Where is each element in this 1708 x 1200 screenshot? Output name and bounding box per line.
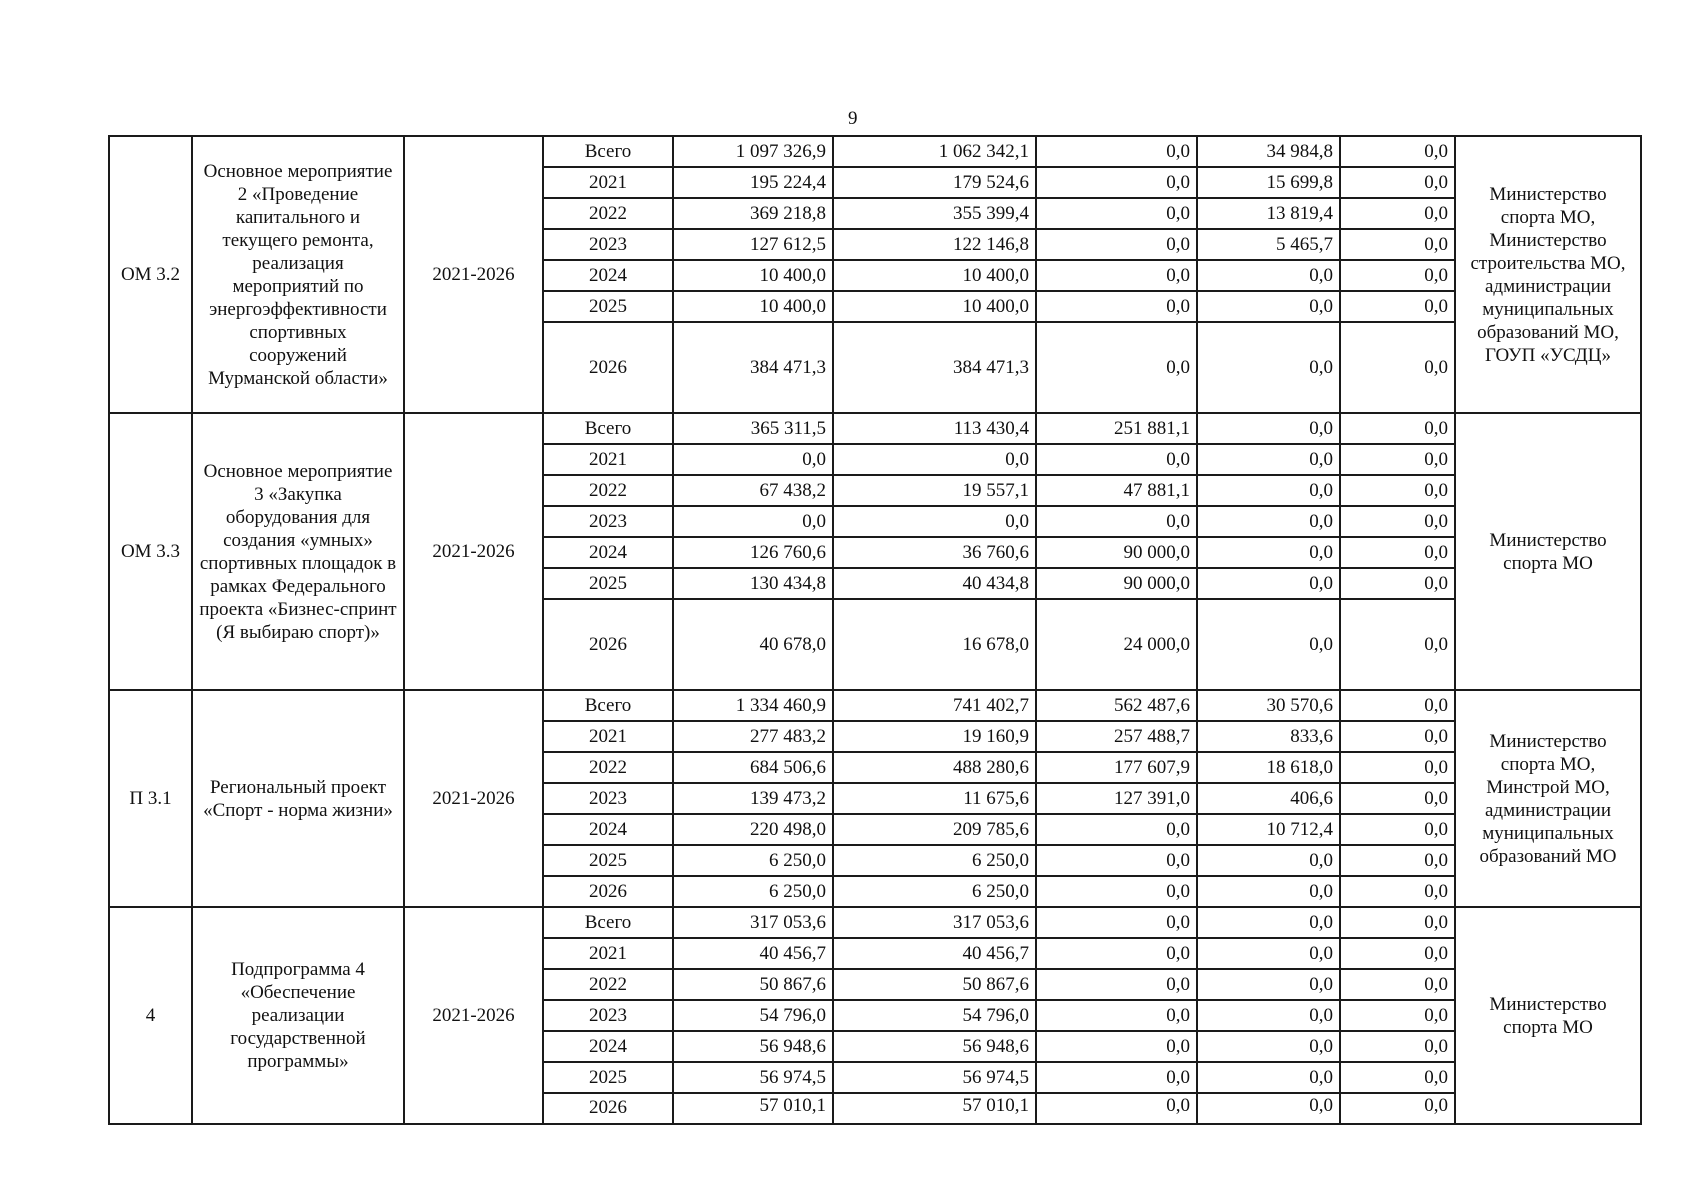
regional-budget-cell: 209 785,6 bbox=[833, 814, 1036, 845]
federal-budget-cell: 0,0 bbox=[1036, 1031, 1197, 1062]
federal-budget-cell: 0,0 bbox=[1036, 814, 1197, 845]
federal-budget-cell: 90 000,0 bbox=[1036, 537, 1197, 568]
local-budget-cell: 0,0 bbox=[1197, 907, 1340, 938]
table-row bbox=[109, 413, 1641, 444]
other-sources-cell: 0,0 bbox=[1340, 291, 1455, 322]
local-budget-cell: 10 712,4 bbox=[1197, 814, 1340, 845]
executors-cell: Министерство спорта МО, Министерство строительства МО, администрации муниципальных образований МО, ГОУП «УСДЦ» bbox=[1455, 136, 1641, 413]
regional-budget-cell: 54 796,0 bbox=[833, 1000, 1036, 1031]
year-cell: 2024 bbox=[543, 260, 673, 291]
federal-budget-cell: 47 881,1 bbox=[1036, 475, 1197, 506]
total-amount-cell: 317 053,6 bbox=[673, 907, 833, 938]
local-budget-cell: 15 699,8 bbox=[1197, 167, 1340, 198]
local-budget-cell: 0,0 bbox=[1197, 475, 1340, 506]
other-sources-cell: 0,0 bbox=[1340, 721, 1455, 752]
year-cell: 2022 bbox=[543, 475, 673, 506]
federal-budget-cell: 0,0 bbox=[1036, 506, 1197, 537]
year-cell: 2023 bbox=[543, 783, 673, 814]
section-name-cell: Региональный проект «Спорт - норма жизни» bbox=[192, 690, 404, 907]
page-number: 9 bbox=[848, 108, 858, 129]
federal-budget-cell: 177 607,9 bbox=[1036, 752, 1197, 783]
year-cell: Всего bbox=[543, 136, 673, 167]
year-cell: 2024 bbox=[543, 814, 673, 845]
executors-cell: Министерство спорта МО bbox=[1455, 413, 1641, 690]
budget-table-body bbox=[109, 136, 1641, 1124]
regional-budget-cell: 6 250,0 bbox=[833, 845, 1036, 876]
federal-budget-cell: 0,0 bbox=[1036, 167, 1197, 198]
total-amount-cell: 139 473,2 bbox=[673, 783, 833, 814]
year-cell: 2021 bbox=[543, 444, 673, 475]
local-budget-cell: 0,0 bbox=[1197, 260, 1340, 291]
section-name-cell: Основное мероприятие 2 «Проведение капитального и текущего ремонта, реализация мероприятий по энергоэффективности спортивных сооружений Мурманской области» bbox=[192, 136, 404, 413]
other-sources-cell: 0,0 bbox=[1340, 783, 1455, 814]
other-sources-cell: 0,0 bbox=[1340, 568, 1455, 599]
regional-budget-cell: 40 456,7 bbox=[833, 938, 1036, 969]
regional-budget-cell: 19 160,9 bbox=[833, 721, 1036, 752]
year-cell: 2026 bbox=[543, 599, 673, 690]
federal-budget-cell: 0,0 bbox=[1036, 444, 1197, 475]
year-cell: Всего bbox=[543, 413, 673, 444]
year-cell: 2025 bbox=[543, 1062, 673, 1093]
other-sources-cell: 0,0 bbox=[1340, 1000, 1455, 1031]
year-cell: 2023 bbox=[543, 506, 673, 537]
regional-budget-cell: 355 399,4 bbox=[833, 198, 1036, 229]
local-budget-cell: 0,0 bbox=[1197, 291, 1340, 322]
year-cell: 2021 bbox=[543, 938, 673, 969]
year-cell: 2025 bbox=[543, 291, 673, 322]
federal-budget-cell: 0,0 bbox=[1036, 938, 1197, 969]
total-amount-cell: 130 434,8 bbox=[673, 568, 833, 599]
other-sources-cell: 0,0 bbox=[1340, 1031, 1455, 1062]
local-budget-cell: 0,0 bbox=[1197, 938, 1340, 969]
implementation-period-cell: 2021-2026 bbox=[404, 690, 543, 907]
federal-budget-cell: 257 488,7 bbox=[1036, 721, 1197, 752]
federal-budget-cell: 0,0 bbox=[1036, 1000, 1197, 1031]
federal-budget-cell: 562 487,6 bbox=[1036, 690, 1197, 721]
federal-budget-cell: 0,0 bbox=[1036, 876, 1197, 907]
local-budget-cell: 5 465,7 bbox=[1197, 229, 1340, 260]
federal-budget-cell: 0,0 bbox=[1036, 907, 1197, 938]
regional-budget-cell: 19 557,1 bbox=[833, 475, 1036, 506]
other-sources-cell: 0,0 bbox=[1340, 814, 1455, 845]
total-amount-cell: 40 456,7 bbox=[673, 938, 833, 969]
section-code-cell: 4 bbox=[109, 907, 192, 1124]
local-budget-cell: 30 570,6 bbox=[1197, 690, 1340, 721]
regional-budget-cell: 56 974,5 bbox=[833, 1062, 1036, 1093]
federal-budget-cell: 0,0 bbox=[1036, 845, 1197, 876]
federal-budget-cell: 127 391,0 bbox=[1036, 783, 1197, 814]
year-cell: 2025 bbox=[543, 568, 673, 599]
federal-budget-cell: 0,0 bbox=[1036, 260, 1197, 291]
local-budget-cell: 0,0 bbox=[1197, 444, 1340, 475]
regional-budget-cell: 122 146,8 bbox=[833, 229, 1036, 260]
total-amount-cell: 1 097 326,9 bbox=[673, 136, 833, 167]
total-amount-cell: 1 334 460,9 bbox=[673, 690, 833, 721]
total-amount-cell: 54 796,0 bbox=[673, 1000, 833, 1031]
regional-budget-cell: 1 062 342,1 bbox=[833, 136, 1036, 167]
federal-budget-cell: 0,0 bbox=[1036, 198, 1197, 229]
year-cell: 2022 bbox=[543, 969, 673, 1000]
regional-budget-cell: 56 948,6 bbox=[833, 1031, 1036, 1062]
total-amount-cell: 10 400,0 bbox=[673, 260, 833, 291]
section-name-cell: Основное мероприятие 3 «Закупка оборудования для создания «умных» спортивных площадок в рамках Федерального проекта «Бизнес-спринт (Я выбираю спорт)» bbox=[192, 413, 404, 690]
total-amount-cell: 220 498,0 bbox=[673, 814, 833, 845]
year-cell: Всего bbox=[543, 690, 673, 721]
other-sources-cell: 0,0 bbox=[1340, 260, 1455, 291]
other-sources-cell: 0,0 bbox=[1340, 537, 1455, 568]
local-budget-cell: 0,0 bbox=[1197, 845, 1340, 876]
other-sources-cell: 0,0 bbox=[1340, 167, 1455, 198]
table-row bbox=[109, 907, 1641, 938]
section-code-cell: П 3.1 bbox=[109, 690, 192, 907]
federal-budget-cell: 0,0 bbox=[1036, 322, 1197, 413]
table-row bbox=[109, 136, 1641, 167]
executors-cell: Министерство спорта МО bbox=[1455, 907, 1641, 1124]
implementation-period-cell: 2021-2026 bbox=[404, 413, 543, 690]
regional-budget-cell: 488 280,6 bbox=[833, 752, 1036, 783]
regional-budget-cell: 10 400,0 bbox=[833, 260, 1036, 291]
federal-budget-cell: 0,0 bbox=[1036, 229, 1197, 260]
total-amount-cell: 384 471,3 bbox=[673, 322, 833, 413]
federal-budget-cell: 251 881,1 bbox=[1036, 413, 1197, 444]
other-sources-cell: 0,0 bbox=[1340, 876, 1455, 907]
regional-budget-cell: 40 434,8 bbox=[833, 568, 1036, 599]
local-budget-cell: 0,0 bbox=[1197, 322, 1340, 413]
year-cell: 2021 bbox=[543, 167, 673, 198]
other-sources-cell: 0,0 bbox=[1340, 938, 1455, 969]
local-budget-cell: 0,0 bbox=[1197, 1031, 1340, 1062]
regional-budget-cell: 57 010,1 bbox=[833, 1093, 1036, 1124]
regional-budget-cell: 50 867,6 bbox=[833, 969, 1036, 1000]
year-cell: 2021 bbox=[543, 721, 673, 752]
year-cell: 2026 bbox=[543, 322, 673, 413]
regional-budget-cell: 741 402,7 bbox=[833, 690, 1036, 721]
year-cell: 2024 bbox=[543, 1031, 673, 1062]
local-budget-cell: 0,0 bbox=[1197, 1093, 1340, 1124]
total-amount-cell: 57 010,1 bbox=[673, 1093, 833, 1124]
regional-budget-cell: 16 678,0 bbox=[833, 599, 1036, 690]
total-amount-cell: 369 218,8 bbox=[673, 198, 833, 229]
total-amount-cell: 0,0 bbox=[673, 506, 833, 537]
federal-budget-cell: 24 000,0 bbox=[1036, 599, 1197, 690]
other-sources-cell: 0,0 bbox=[1340, 690, 1455, 721]
regional-budget-cell: 317 053,6 bbox=[833, 907, 1036, 938]
local-budget-cell: 406,6 bbox=[1197, 783, 1340, 814]
regional-budget-cell: 0,0 bbox=[833, 506, 1036, 537]
federal-budget-cell: 0,0 bbox=[1036, 969, 1197, 1000]
regional-budget-cell: 10 400,0 bbox=[833, 291, 1036, 322]
total-amount-cell: 365 311,5 bbox=[673, 413, 833, 444]
total-amount-cell: 6 250,0 bbox=[673, 876, 833, 907]
other-sources-cell: 0,0 bbox=[1340, 198, 1455, 229]
local-budget-cell: 0,0 bbox=[1197, 599, 1340, 690]
other-sources-cell: 0,0 bbox=[1340, 506, 1455, 537]
implementation-period-cell: 2021-2026 bbox=[404, 136, 543, 413]
year-cell: 2025 bbox=[543, 845, 673, 876]
local-budget-cell: 0,0 bbox=[1197, 1062, 1340, 1093]
section-code-cell: ОМ 3.3 bbox=[109, 413, 192, 690]
local-budget-cell: 0,0 bbox=[1197, 413, 1340, 444]
local-budget-cell: 0,0 bbox=[1197, 537, 1340, 568]
total-amount-cell: 56 974,5 bbox=[673, 1062, 833, 1093]
federal-budget-cell: 90 000,0 bbox=[1036, 568, 1197, 599]
regional-budget-cell: 179 524,6 bbox=[833, 167, 1036, 198]
other-sources-cell: 0,0 bbox=[1340, 229, 1455, 260]
total-amount-cell: 10 400,0 bbox=[673, 291, 833, 322]
budget-table bbox=[108, 135, 1642, 1125]
federal-budget-cell: 0,0 bbox=[1036, 136, 1197, 167]
total-amount-cell: 126 760,6 bbox=[673, 537, 833, 568]
total-amount-cell: 67 438,2 bbox=[673, 475, 833, 506]
total-amount-cell: 195 224,4 bbox=[673, 167, 833, 198]
other-sources-cell: 0,0 bbox=[1340, 475, 1455, 506]
total-amount-cell: 40 678,0 bbox=[673, 599, 833, 690]
total-amount-cell: 56 948,6 bbox=[673, 1031, 833, 1062]
implementation-period-cell: 2021-2026 bbox=[404, 907, 543, 1124]
regional-budget-cell: 11 675,6 bbox=[833, 783, 1036, 814]
other-sources-cell: 0,0 bbox=[1340, 322, 1455, 413]
other-sources-cell: 0,0 bbox=[1340, 136, 1455, 167]
section-name-cell: Подпрограмма 4 «Обеспечение реализации государственной программы» bbox=[192, 907, 404, 1124]
local-budget-cell: 0,0 bbox=[1197, 568, 1340, 599]
other-sources-cell: 0,0 bbox=[1340, 599, 1455, 690]
local-budget-cell: 34 984,8 bbox=[1197, 136, 1340, 167]
federal-budget-cell: 0,0 bbox=[1036, 291, 1197, 322]
federal-budget-cell: 0,0 bbox=[1036, 1062, 1197, 1093]
other-sources-cell: 0,0 bbox=[1340, 969, 1455, 1000]
regional-budget-cell: 6 250,0 bbox=[833, 876, 1036, 907]
total-amount-cell: 50 867,6 bbox=[673, 969, 833, 1000]
federal-budget-cell: 0,0 bbox=[1036, 1093, 1197, 1124]
year-cell: 2022 bbox=[543, 752, 673, 783]
total-amount-cell: 684 506,6 bbox=[673, 752, 833, 783]
executors-cell: Министерство спорта МО, Минстрой МО, администрации муниципальных образований МО bbox=[1455, 690, 1641, 907]
section-code-cell: ОМ 3.2 bbox=[109, 136, 192, 413]
table-row bbox=[109, 690, 1641, 721]
local-budget-cell: 13 819,4 bbox=[1197, 198, 1340, 229]
other-sources-cell: 0,0 bbox=[1340, 845, 1455, 876]
local-budget-cell: 0,0 bbox=[1197, 969, 1340, 1000]
year-cell: 2023 bbox=[543, 1000, 673, 1031]
total-amount-cell: 127 612,5 bbox=[673, 229, 833, 260]
total-amount-cell: 0,0 bbox=[673, 444, 833, 475]
local-budget-cell: 0,0 bbox=[1197, 1000, 1340, 1031]
other-sources-cell: 0,0 bbox=[1340, 752, 1455, 783]
regional-budget-cell: 0,0 bbox=[833, 444, 1036, 475]
year-cell: 2026 bbox=[543, 1093, 673, 1124]
local-budget-cell: 0,0 bbox=[1197, 506, 1340, 537]
local-budget-cell: 833,6 bbox=[1197, 721, 1340, 752]
regional-budget-cell: 384 471,3 bbox=[833, 322, 1036, 413]
regional-budget-cell: 36 760,6 bbox=[833, 537, 1036, 568]
other-sources-cell: 0,0 bbox=[1340, 1093, 1455, 1124]
other-sources-cell: 0,0 bbox=[1340, 413, 1455, 444]
total-amount-cell: 6 250,0 bbox=[673, 845, 833, 876]
year-cell: 2022 bbox=[543, 198, 673, 229]
regional-budget-cell: 113 430,4 bbox=[833, 413, 1036, 444]
other-sources-cell: 0,0 bbox=[1340, 907, 1455, 938]
year-cell: 2026 bbox=[543, 876, 673, 907]
year-cell: 2024 bbox=[543, 537, 673, 568]
total-amount-cell: 277 483,2 bbox=[673, 721, 833, 752]
other-sources-cell: 0,0 bbox=[1340, 1062, 1455, 1093]
local-budget-cell: 0,0 bbox=[1197, 876, 1340, 907]
local-budget-cell: 18 618,0 bbox=[1197, 752, 1340, 783]
other-sources-cell: 0,0 bbox=[1340, 444, 1455, 475]
year-cell: 2023 bbox=[543, 229, 673, 260]
year-cell: Всего bbox=[543, 907, 673, 938]
